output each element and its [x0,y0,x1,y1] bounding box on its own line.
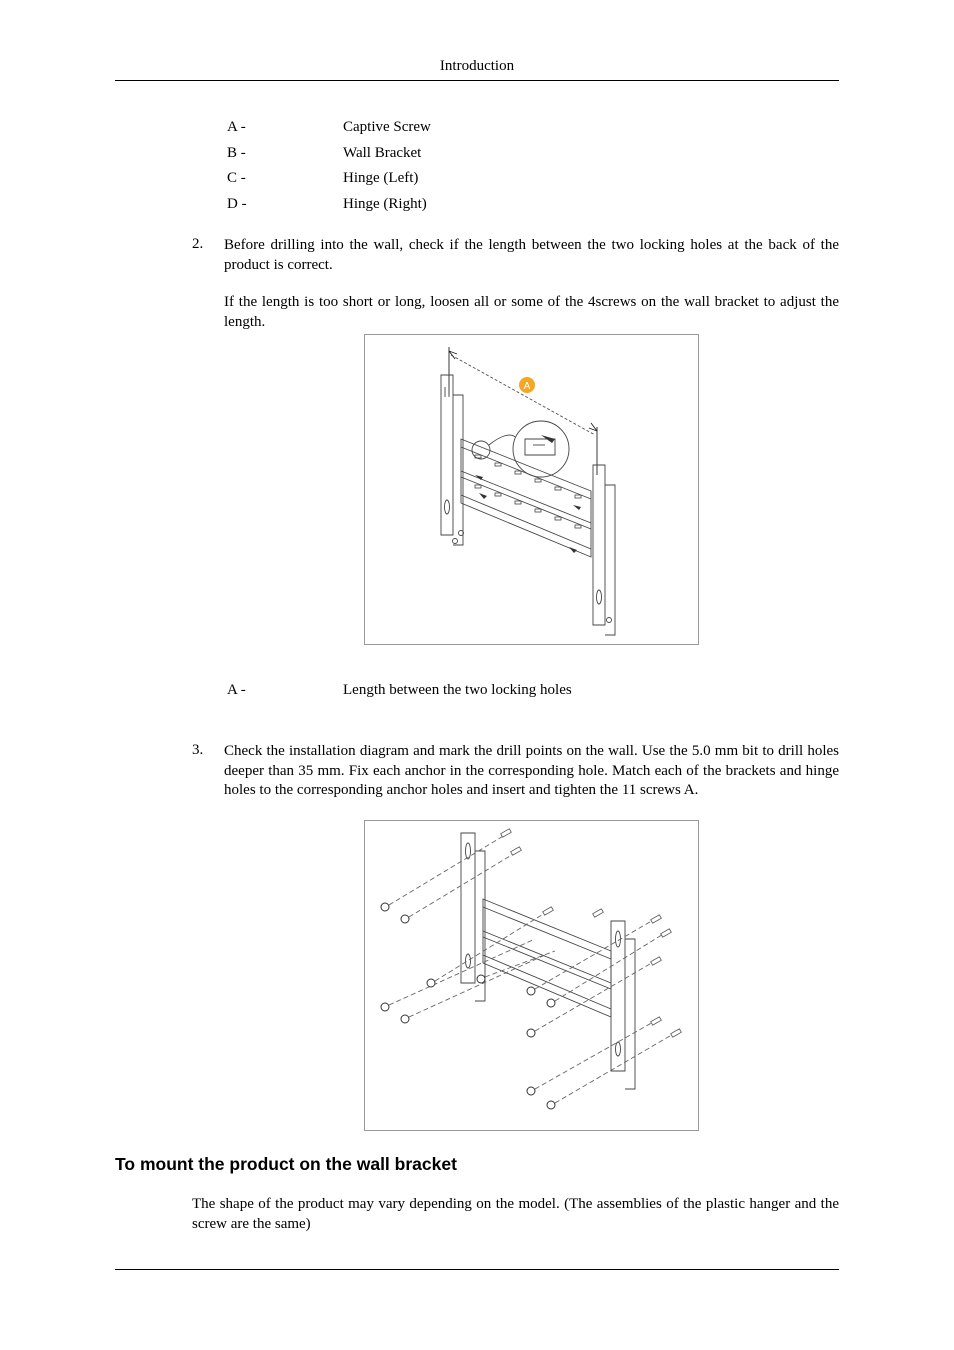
legend-value: Hinge (Left) [343,170,419,187]
legend-value: Wall Bracket [343,144,422,161]
legend-value: Length between the two locking holes [343,682,572,698]
step-2-text: Before drilling into the wall, check if the length between the two locking holes at the back of the product is correct. [224,237,839,273]
step-3 [192,742,839,801]
step-number: 2. [192,236,204,252]
legend-key: C - [227,170,246,187]
legend-row [227,678,827,704]
legend-row [227,192,827,218]
legend-key: A - [227,682,246,698]
screw-installation-diagram [365,821,698,1130]
step-2-note: If the length is too short or long, loosen all or some of the 4screws on the wall bracket to adjust the length. [224,294,839,330]
bracket-length-figure [364,334,699,645]
section-heading: To mount the product on the wall bracket [115,1154,457,1174]
legend-key: D - [227,196,247,213]
step-3-text: Check the installation diagram and mark the drill points on the wall. Use the 5.0 mm bit to drill holes deeper than 35 mm. Fix each anchor in the corresponding hole. Match each of the brackets and hinge holes to the corresponding anchor holes and insert and tighten the 11 screws A. [224,743,839,798]
page-header-title: Introduction [439,58,515,74]
legend-row [227,141,827,167]
parts-legend [227,115,827,218]
step-2 [192,236,839,332]
section-paragraph: The shape of the product may vary depending on the model. (The assemblies of the plastic hanger and the screw are the same) [192,1196,839,1232]
legend-key: A - [227,119,246,135]
step-number: 3. [192,742,204,758]
legend-value: Hinge (Right) [343,196,427,213]
legend-key: B - [227,144,246,161]
legend-row [227,115,827,141]
legend-row [227,166,827,192]
callout-label: A [523,381,531,392]
footer-rule [115,1269,839,1270]
legend-value: Captive Screw [343,119,431,135]
bracket-length-diagram [365,335,698,644]
length-legend [227,678,827,704]
header-rule [115,80,839,81]
screw-installation-figure [364,820,699,1131]
